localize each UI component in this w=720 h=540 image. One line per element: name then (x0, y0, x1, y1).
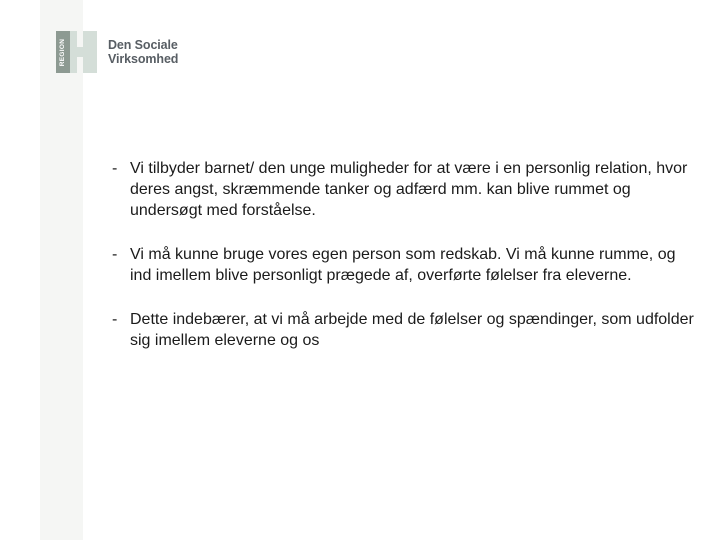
bullet-item (110, 244, 700, 286)
bullet-marker: - (112, 246, 118, 263)
bullet-text: Vi må kunne bruge vores egen person som redskab. Vi må kunne rumme, og ind imellem blive personligt prægede af, overførte følelser fra eleverne. (130, 246, 676, 284)
bullet-text: Dette indebærer, at vi må arbejde med de følelser og spændinger, som udfolder sig imellem eleverne og os (130, 311, 694, 349)
bullet-list (110, 158, 700, 374)
bullet-marker: - (112, 160, 118, 177)
logo (56, 31, 196, 75)
side-strip (40, 0, 83, 540)
bullet-item (110, 309, 700, 351)
logo-wordmark (108, 38, 178, 66)
logo-region-label: REGION (59, 38, 67, 66)
logo-line-2: Virksomhed (108, 52, 179, 66)
bullet-text: Vi tilbyder barnet/ den unge muligheder for at være i en personlig relation, hvor deres angst, skræmmende tanker og adfærd mm. kan blive rummet og undersøgt med forståelse. (130, 160, 688, 219)
logo-line-1: Den Sociale (108, 38, 178, 52)
bullet-marker: - (112, 311, 118, 328)
bullet-item (110, 158, 700, 221)
